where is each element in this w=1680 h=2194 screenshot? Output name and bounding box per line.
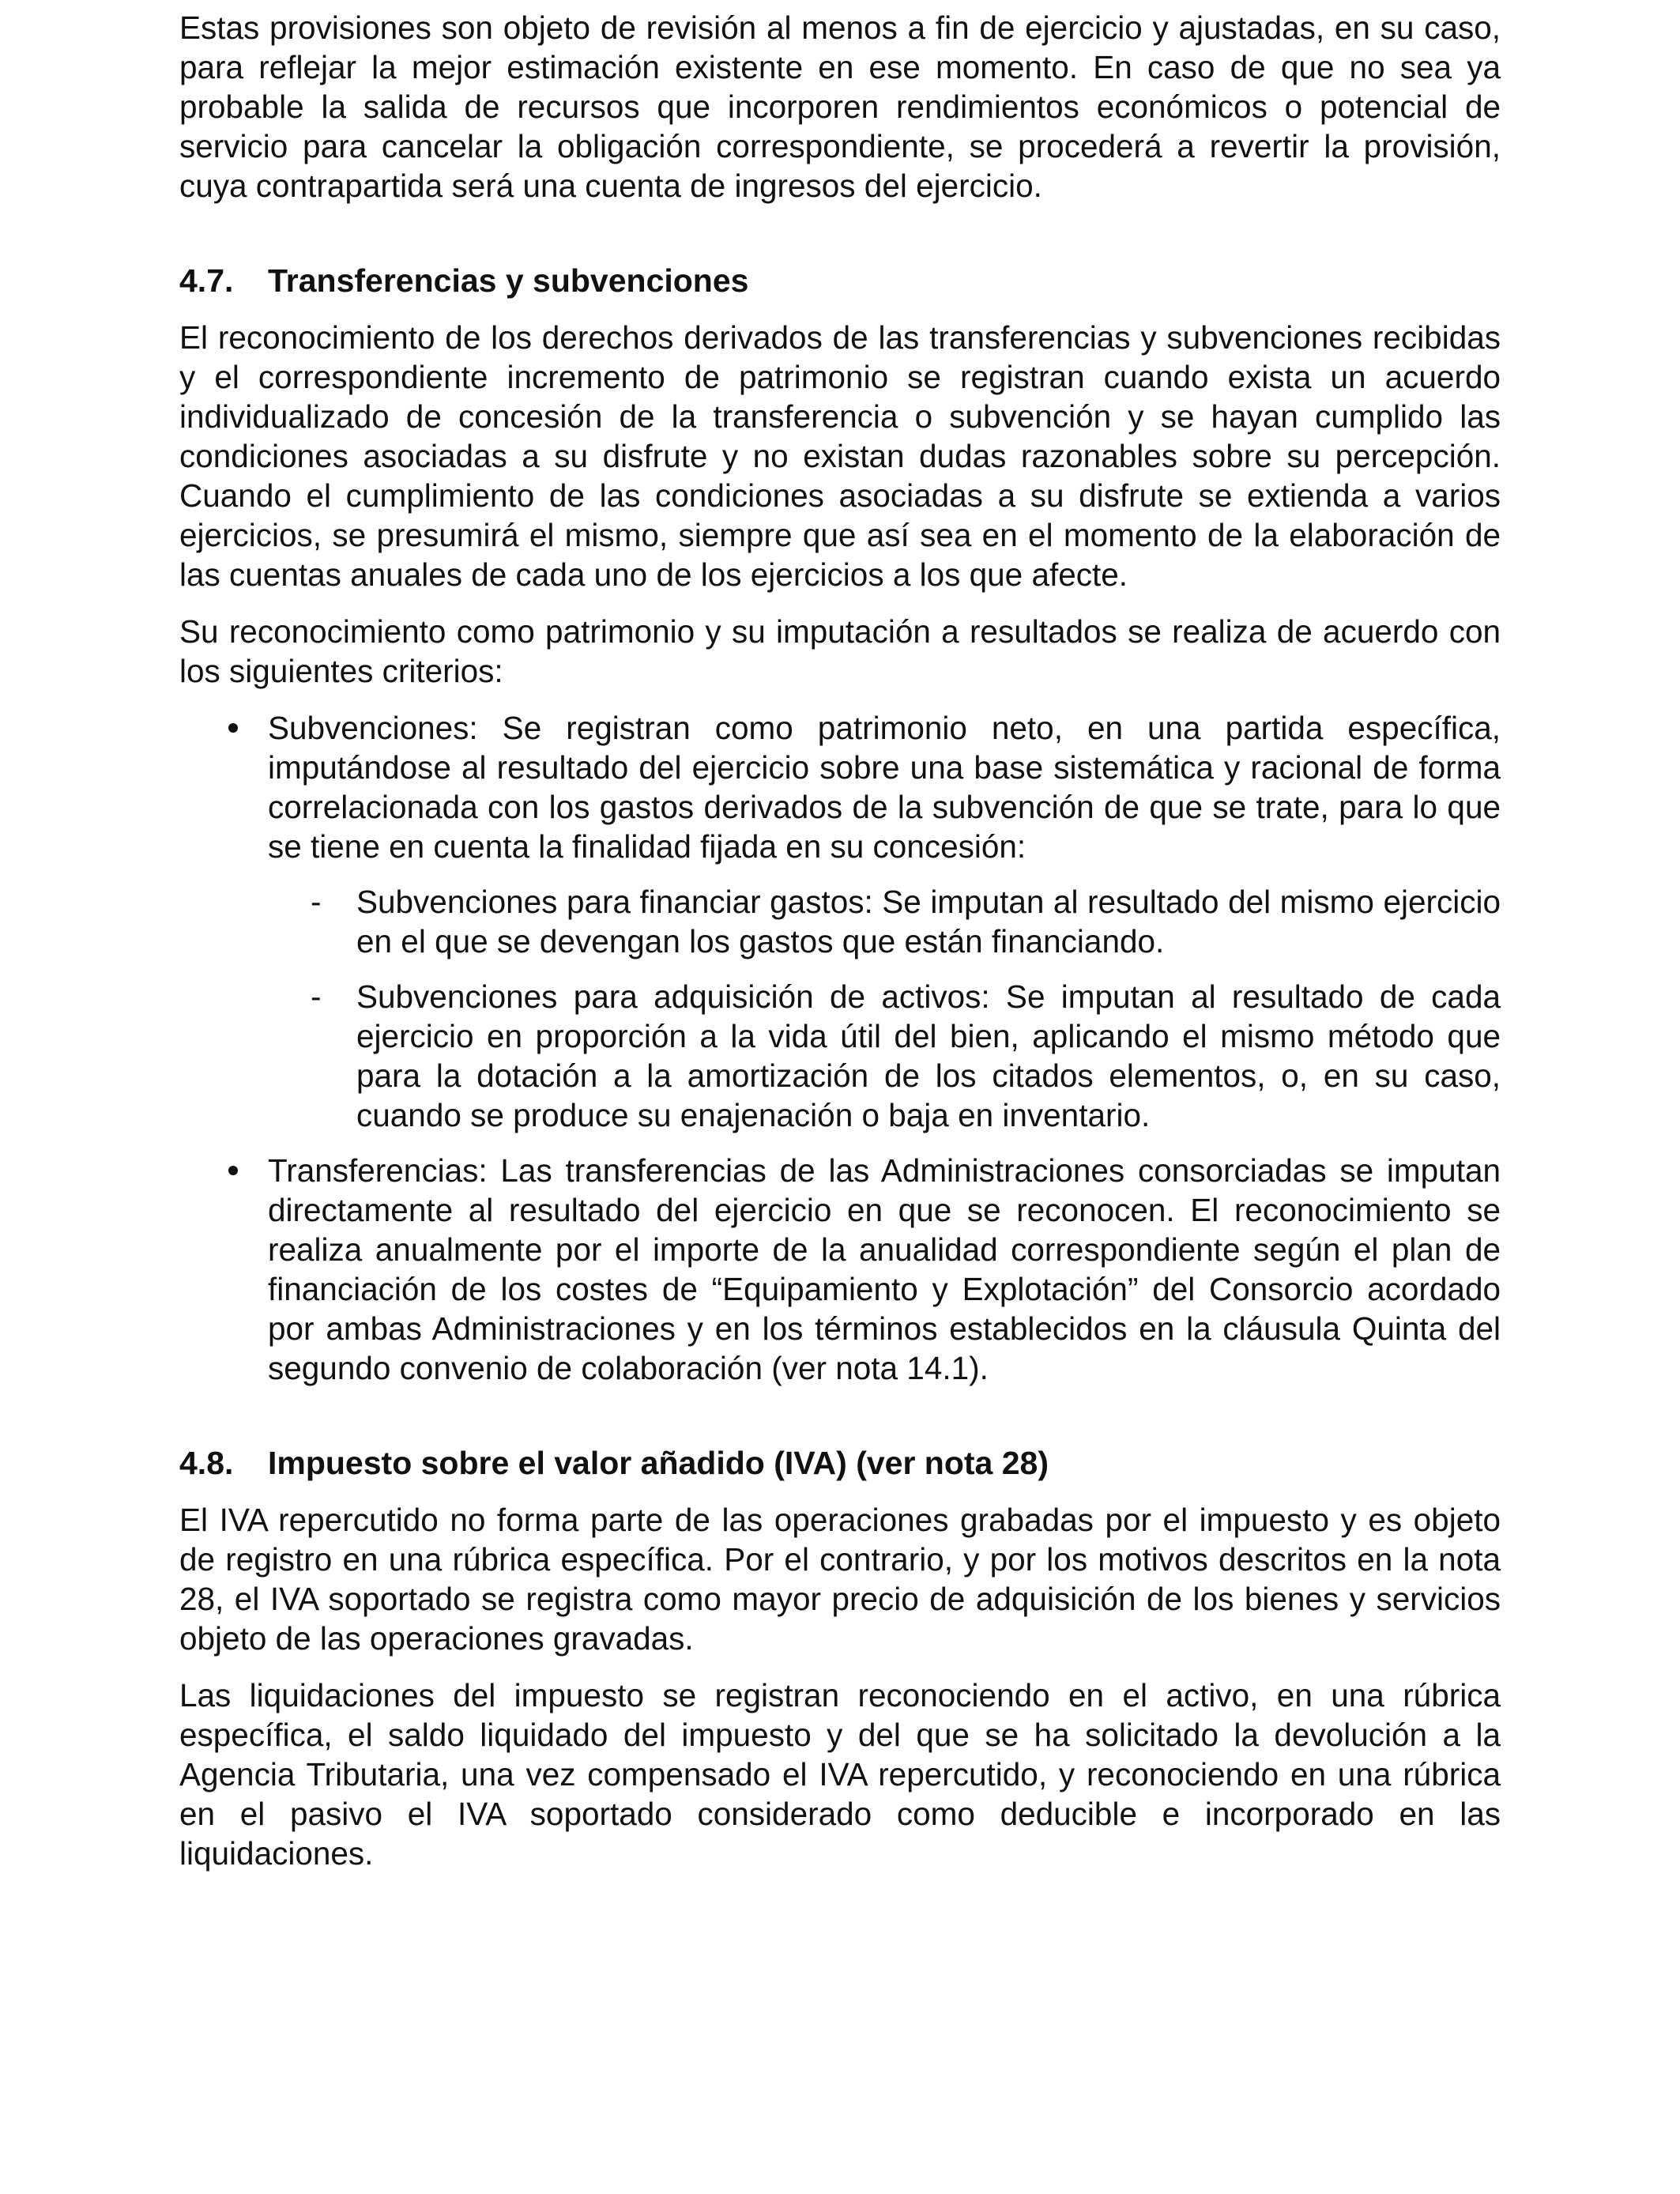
section-title: Transferencias y subvenciones <box>268 262 749 299</box>
bullet-icon <box>228 1166 238 1175</box>
section-title: Impuesto sobre el valor añadido (IVA) (ver nota 28) <box>268 1445 1049 1481</box>
list-item-text: Transferencias: Las transferencias de las Administraciones consorciadas se imputan directamente al resultado del ejercicio en que se reconocen. El reconocimiento se realiza anualmente por el importe de la anualidad correspondiente según el plan de financiación de los costes de “Equipamiento y Explotación” del Consorcio acordado por ambas Administraciones y en los términos establecidos en la cláusula Quinta del segundo convenio de colaboración (ver nota 14.1). <box>268 1152 1501 1386</box>
iva-paragraph-2: Las liquidaciones del impuesto se registran reconociendo en el activo, en una rúbrica específica, el saldo liquidado del impuesto y del que se ha solicitado la devolución a la Agencia Tributaria, una vez compensado el IVA repercutido, y reconociendo en una rúbrica en el pasivo el IVA soportado considerado como deducible e incorporado en las liquidaciones. <box>179 1677 1501 1872</box>
intro-paragraph: Estas provisiones son objeto de revisión al menos a fin de ejercicio y ajustadas, en su caso, para reflejar la mejor estimación existente en ese momento. En caso de que no sea ya probable la salida de recursos que incorporen rendimientos económicos o potencial de servicio para cancelar la obligación correspondiente, se procederá a revertir la provisión, cuya contrapartida será una cuenta de ingresos del ejercicio. <box>179 9 1501 204</box>
section-number: 4.7. <box>179 262 234 299</box>
sublist-item-text: Subvenciones para adquisición de activos: Se imputan al resultado de cada ejercicio en proporción a la vida útil del bien, aplicando el mismo método que para la dotación a la amortización de los citados elementos, o, en su caso, cuando se produce su enajenación o baja en inventario. <box>356 978 1501 1133</box>
sublist-item-gastos <box>268 882 1501 961</box>
dash-marker: - <box>311 884 322 920</box>
dash-marker: - <box>311 978 322 1015</box>
transferencias-paragraph-2: Su reconocimiento como patrimonio y su imputación a resultados se realiza de acuerdo con los siguientes criterios: <box>179 613 1501 689</box>
section-number: 4.8. <box>179 1445 234 1481</box>
transferencias-paragraph-1: El reconocimiento de los derechos derivados de las transferencias y subvenciones recibidas y el correspondiente incremento de patrimonio se registran cuando exista un acuerdo individualizado de concesión de la transferencia o subvención y se hayan cumplido las condiciones asociadas a su disfrute y no existan dudas razonables sobre su percepción. Cuando el cumplimiento de las condiciones asociadas a su disfrute se extienda a varios ejercicios, se presumirá el mismo, siempre que así sea en el momento de la elaboración de las cuentas anuales de cada uno de los ejercicios a los que afecte. <box>179 319 1501 593</box>
list-item-transferencias <box>179 1151 1501 1388</box>
sublist-item-activos <box>268 977 1501 1135</box>
sublist-item-text: Subvenciones para financiar gastos: Se imputan al resultado del mismo ejercicio en el que se devengan los gastos que están financiando. <box>356 884 1501 959</box>
criteria-list <box>179 708 1501 1388</box>
list-item-text: Subvenciones: Se registran como patrimonio neto, en una partida específica, imputándose al resultado del ejercicio sobre una base sistemática y racional de forma correlacionada con los gastos derivados de la subvención de que se trate, para lo que se tiene en cuenta la finalidad fijada en su concesión: <box>268 710 1501 865</box>
document-page <box>179 8 1501 1873</box>
subvenciones-sublist <box>268 882 1501 1135</box>
section-heading-4-7 <box>179 261 1501 300</box>
bullet-icon <box>228 723 238 733</box>
section-heading-4-8 <box>179 1443 1501 1483</box>
list-item-subvenciones <box>179 708 1501 1135</box>
iva-paragraph-1: El IVA repercutido no forma parte de las operaciones grabadas por el impuesto y es objeto de registro en una rúbrica específica. Por el contrario, y por los motivos descritos en la nota 28, el IVA soportado se registra como mayor precio de adquisición de los bienes y servicios objeto de las operaciones gravadas. <box>179 1502 1501 1657</box>
